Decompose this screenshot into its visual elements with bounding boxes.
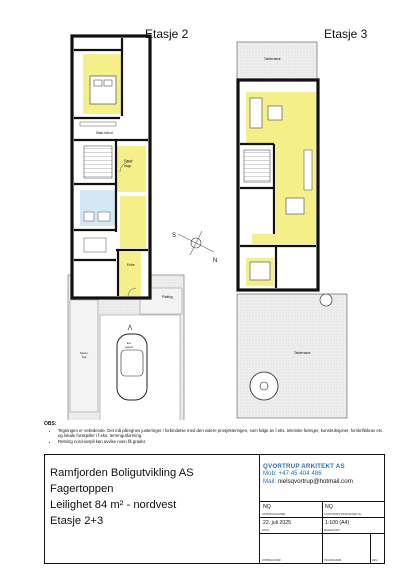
room-label-gang: Gang/ [124,159,133,163]
field-checked: NQ KONSTRUKSJONSTEGNET AV [322,501,385,517]
project-name: Fagertoppen [50,483,114,495]
field-date: 22. juli 2025 DATO [260,517,322,533]
svg-text:bod: bod [82,356,87,359]
svg-text:trapp: trapp [124,164,132,168]
roof-terrace-bottom [237,294,347,418]
field-scale: 1:100 (A4) MÅLESTOKK [322,517,385,533]
room-label-carport: Evt. [127,342,132,345]
unit-name: Leilighet 84 m² - nordvest [50,499,177,511]
floor-3-title: Etasje 3 [324,27,368,41]
room-label-takterrasse-bottom: Takterrasse [294,351,311,355]
roof-terrace-top [237,42,317,80]
notes-heading: OBS: [44,421,57,427]
field-revision: REV. [370,533,385,563]
room-label-entre: Entre [127,263,135,267]
notes-list [44,428,384,445]
coffee-table [268,106,282,120]
room-label-sports-bod: Sports- [80,352,89,355]
svg-text:N: N [213,258,218,264]
room-label-platting: Platting [162,295,173,299]
room-label-walk-in: Walk-in/bod [96,131,113,135]
note-item: • Retning nord-sørpil kan avvike noen få grader. [58,439,384,445]
floor-2-plan [68,36,184,420]
floor-3-plan [237,42,347,418]
floor-2-title: Etasje 2 [145,27,189,41]
notes [44,421,384,444]
field-drawn: NQ OPPDRAGSLEDER [260,501,322,517]
kitchen-bench [84,238,106,252]
drawing-fields [259,501,384,563]
firm-info [259,455,384,501]
room-label-takterrasse-top: Takterrasse [264,57,281,61]
bed-2 [250,262,270,280]
firm-mobile: Mob: +47 45 404 486 [263,470,322,477]
entre-area [117,252,141,296]
sofa [250,98,262,128]
compass-icon [172,231,217,264]
svg-text:S: S [172,233,177,239]
project-info [45,455,259,563]
car-icon [117,334,147,400]
field-order-no: OPPDRAGSNR. [260,533,322,563]
dining-table [286,198,304,214]
client-name: Ramfjorden Boligutvikling AS [50,467,194,479]
stairs [84,146,112,178]
floors-label: Etasje 2+3 [50,515,104,527]
field-drawing-no: TEGNINGSNR. [322,533,370,563]
toilet [84,212,94,221]
stairs-2 [244,150,270,182]
note-item: • Tegningen er veiledende. Det må påregnes justeringer i forbindelse med den videre prosjekteringen, som følge av f.eks. tekniske føringer, konstruksjoner, forskriftskrav etc. og lokale forskjeller i f.eks. terrengutforming. [58,428,384,439]
title-block [44,454,385,564]
kitchen-counter [304,150,312,190]
svg-text:carport: carport [125,346,134,349]
sink [98,212,110,221]
firm-name: QVORTRUP ARKITEKT AS [263,463,345,470]
firm-mail: Mail: nielsqvortrup@hotmail.com [263,478,353,485]
